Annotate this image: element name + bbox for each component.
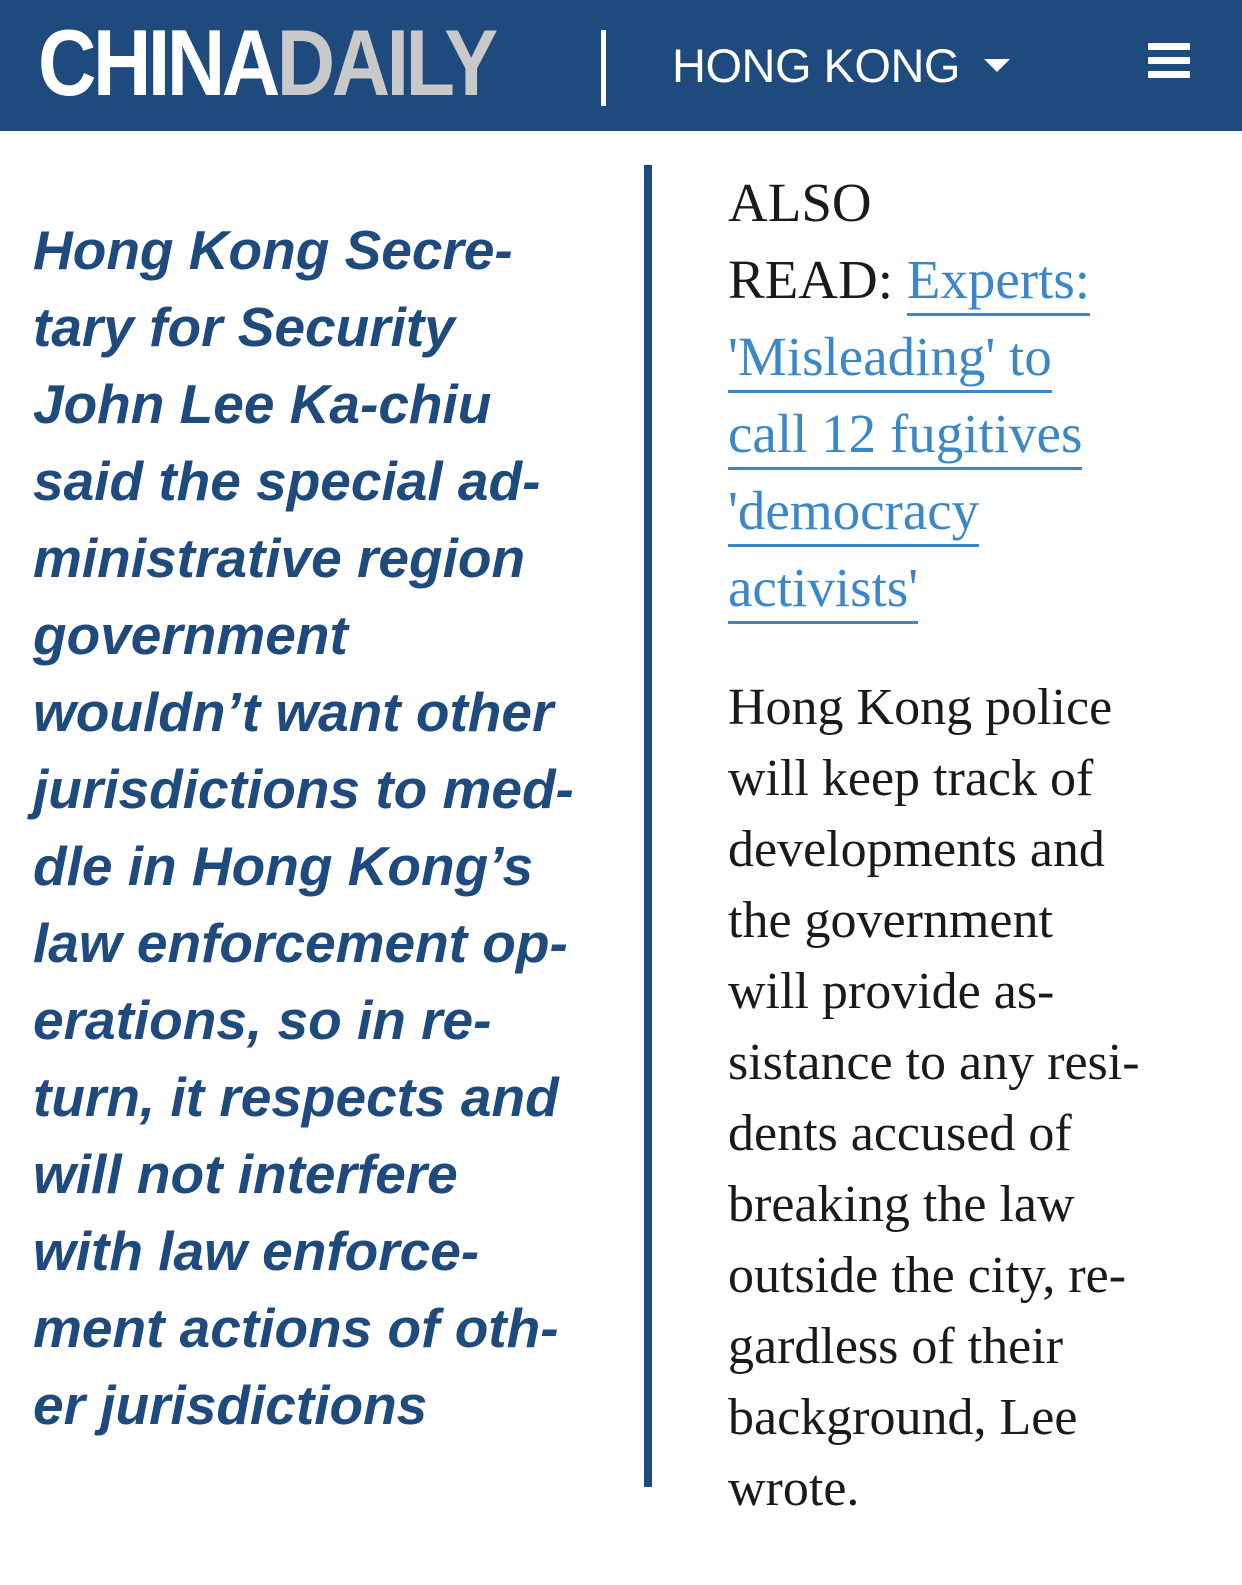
paragraph-line: background, Lee bbox=[728, 1389, 1078, 1446]
pull-quote-line: er jurisdictions bbox=[33, 1374, 428, 1436]
region-label: HONG KONG bbox=[672, 38, 960, 92]
header-divider bbox=[601, 30, 606, 106]
paragraph-line: sistance to any resi- bbox=[728, 1034, 1140, 1091]
pull-quote-line: ment actions of oth- bbox=[33, 1297, 559, 1359]
paragraph-line: developments and bbox=[728, 821, 1105, 878]
pull-quote-line: turn, it respects and bbox=[33, 1066, 559, 1128]
column-divider-rule bbox=[644, 165, 652, 1487]
pull-quote-line: erations, so in re- bbox=[33, 989, 492, 1051]
pull-quote-line: John Lee Ka-chiu bbox=[33, 373, 492, 435]
pull-quote-line: government bbox=[33, 604, 348, 666]
also-read-label-line bbox=[728, 241, 1208, 318]
pull-quote-line: ministrative region bbox=[33, 527, 526, 589]
pull-quote-line: will not interfere bbox=[33, 1143, 458, 1205]
also-read-label: READ: bbox=[728, 249, 893, 310]
paragraph-line: outside the city, re- bbox=[728, 1247, 1127, 1304]
pull-quote bbox=[33, 212, 633, 1444]
region-selector[interactable] bbox=[672, 36, 1010, 94]
paragraph-line: will keep track of bbox=[728, 750, 1094, 807]
paragraph-line: breaking the law bbox=[728, 1176, 1075, 1233]
pull-quote-line: tary for Security bbox=[33, 296, 455, 358]
menu-bar bbox=[1148, 57, 1190, 64]
pull-quote-line: wouldn’t want other bbox=[33, 681, 554, 743]
hamburger-menu-icon[interactable] bbox=[1148, 43, 1190, 79]
also-read-link[interactable]: 'Misleading' to bbox=[728, 326, 1052, 393]
also-read-link[interactable]: Experts: bbox=[907, 249, 1090, 316]
also-read-label: ALSO bbox=[728, 172, 872, 233]
paragraph-line: Hong Kong police bbox=[728, 679, 1113, 736]
menu-bar bbox=[1148, 71, 1190, 78]
paragraph-line: wrote. bbox=[728, 1460, 860, 1517]
menu-bar bbox=[1148, 43, 1190, 50]
pull-quote-line: dle in Hong Kong’s bbox=[33, 835, 534, 897]
also-read-link[interactable]: call 12 fugitives bbox=[728, 403, 1082, 470]
also-read-link[interactable]: 'democracy bbox=[728, 480, 979, 547]
pull-quote-line: with law enforce- bbox=[33, 1220, 480, 1282]
pull-quote-line: said the special ad- bbox=[33, 450, 541, 512]
chevron-down-icon bbox=[984, 59, 1010, 72]
pull-quote-line: law enforcement op- bbox=[33, 912, 568, 974]
logo-daily-text: DAILY bbox=[276, 10, 495, 115]
site-header bbox=[0, 0, 1242, 131]
logo-china-text: CHINA bbox=[38, 10, 277, 115]
china-daily-logo[interactable] bbox=[38, 10, 495, 115]
article-paragraph bbox=[728, 672, 1208, 1524]
pull-quote-line: Hong Kong Secre- bbox=[33, 219, 513, 281]
also-read-box bbox=[728, 164, 1208, 626]
paragraph-line: the government bbox=[728, 892, 1053, 949]
also-read-link[interactable]: activists' bbox=[728, 557, 918, 624]
paragraph-line: dents accused of bbox=[728, 1105, 1072, 1162]
pull-quote-line: jurisdictions to med- bbox=[33, 758, 574, 820]
paragraph-line: gardless of their bbox=[728, 1318, 1064, 1375]
paragraph-line: will provide as- bbox=[728, 963, 1055, 1020]
